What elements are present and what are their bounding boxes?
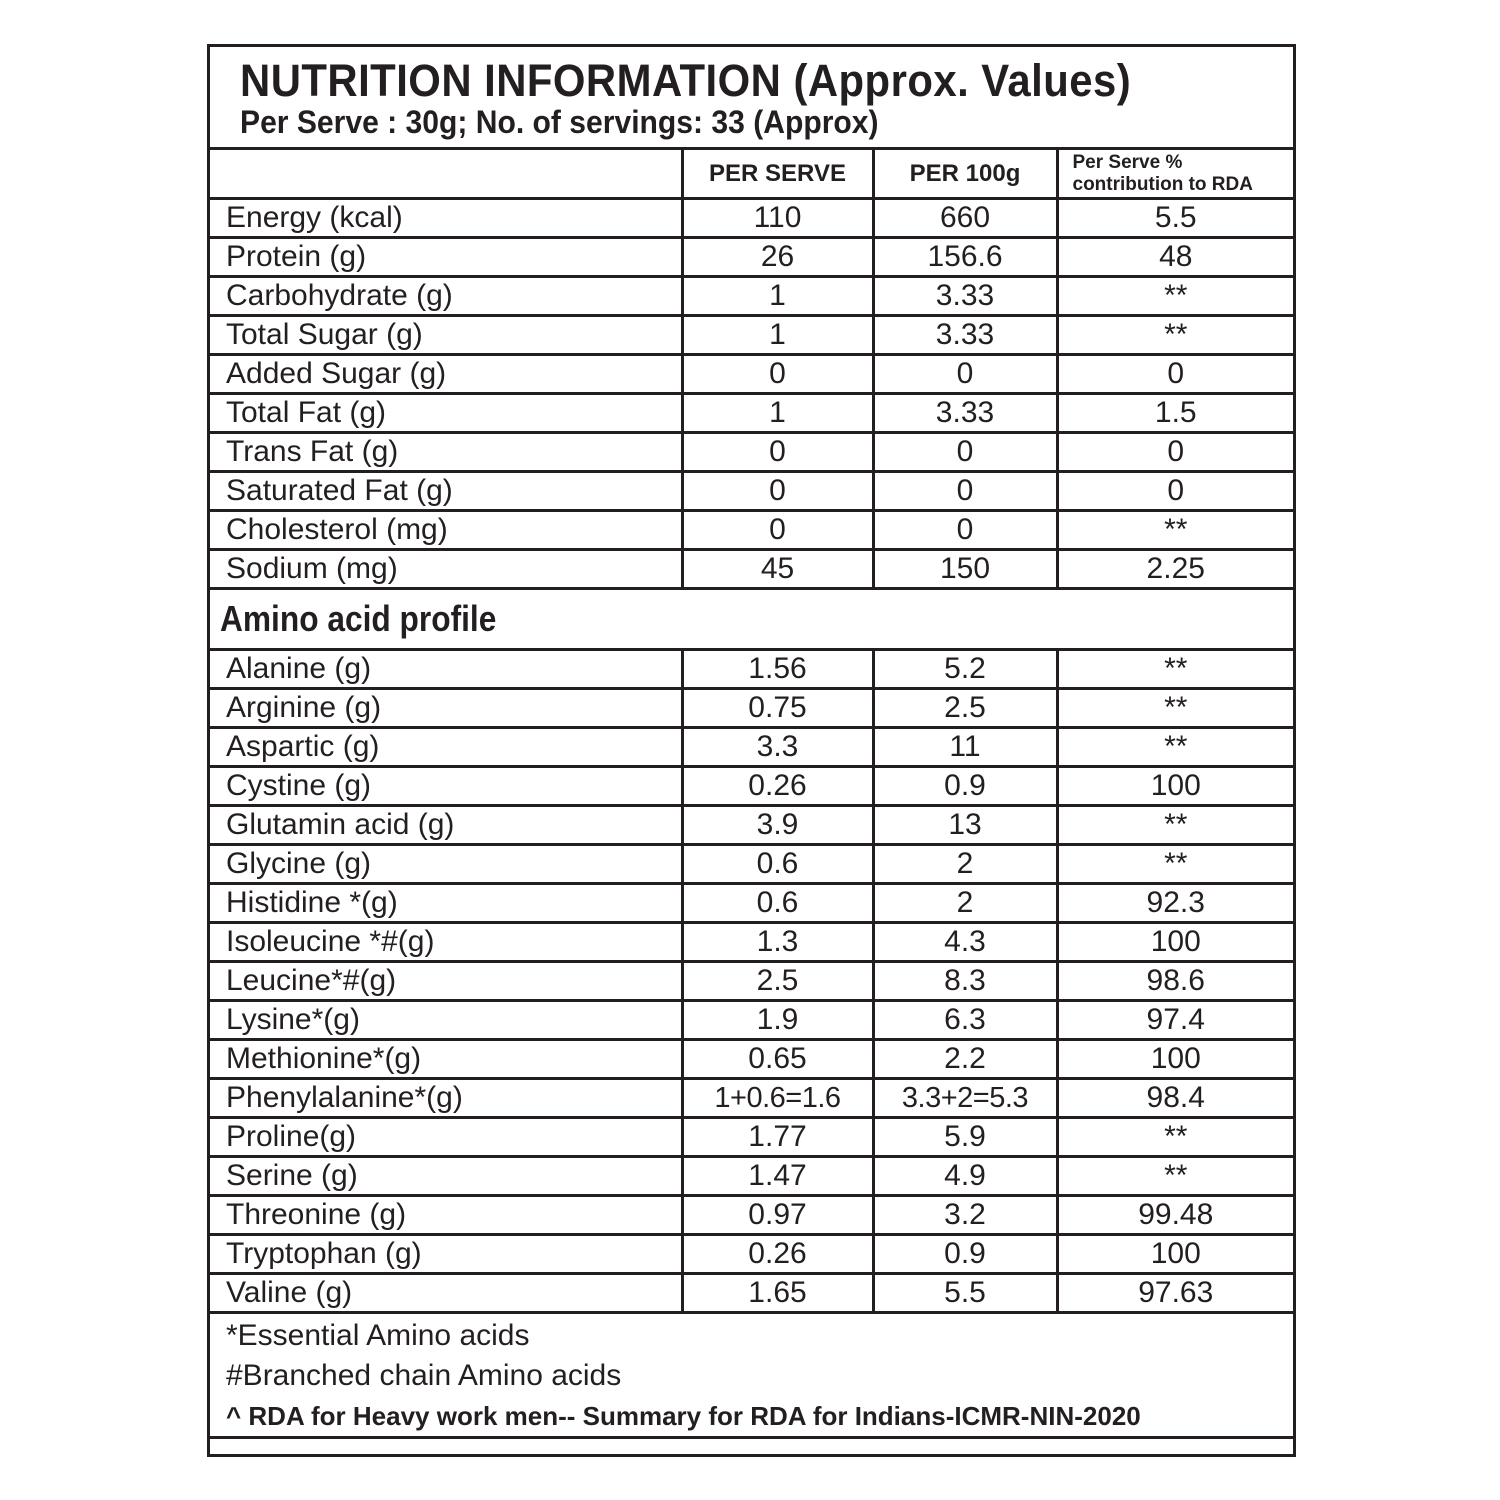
per-serve-value: 1 — [682, 277, 873, 316]
rda-value: 98.4 — [1057, 1079, 1293, 1118]
per-100g-value: 0 — [873, 472, 1057, 511]
nutrient-row — [210, 199, 1293, 238]
nutrient-row — [210, 316, 1293, 355]
rda-value: 92.3 — [1057, 884, 1293, 923]
per-serve-value: 1+0.6=1.6 — [682, 1079, 873, 1118]
per-100g-value: 0 — [873, 355, 1057, 394]
amino-acid-row — [210, 1001, 1293, 1040]
per-100g-value: 3.33 — [873, 316, 1057, 355]
nutrient-name: Sodium (mg) — [210, 550, 682, 589]
amino-acid-row — [210, 962, 1293, 1001]
amino-acid-row — [210, 728, 1293, 767]
nutrient-row — [210, 277, 1293, 316]
rda-value: 2.25 — [1057, 550, 1293, 589]
amino-acid-row — [210, 1118, 1293, 1157]
per-100g-value: 0 — [873, 511, 1057, 550]
rda-value: ** — [1057, 650, 1293, 689]
nutrient-row — [210, 511, 1293, 550]
per-100g-value: 0.9 — [873, 767, 1057, 806]
nutrient-row — [210, 472, 1293, 511]
nutrient-name: Trans Fat (g) — [210, 433, 682, 472]
rda-value: 100 — [1057, 1040, 1293, 1079]
rda-value: ** — [1057, 1157, 1293, 1196]
nutrient-name: Tryptophan (g) — [210, 1235, 682, 1274]
nutrient-name: Cystine (g) — [210, 767, 682, 806]
nutrient-name: Glutamin acid (g) — [210, 806, 682, 845]
panel-title: NUTRITION INFORMATION (Approx. Values) — [240, 55, 1132, 106]
per-100g-value: 6.3 — [873, 1001, 1057, 1040]
per-100g-value: 2.5 — [873, 689, 1057, 728]
amino-acid-row — [210, 1274, 1293, 1313]
per-serve-value: 0.26 — [682, 1235, 873, 1274]
nutrient-name: Histidine *(g) — [210, 884, 682, 923]
per-serve-value: 45 — [682, 550, 873, 589]
per-serve-value: 0.6 — [682, 845, 873, 884]
per-100g-value: 3.2 — [873, 1196, 1057, 1235]
rda-value: 97.63 — [1057, 1274, 1293, 1313]
nutrient-name: Aspartic (g) — [210, 728, 682, 767]
nutrient-name: Serine (g) — [210, 1157, 682, 1196]
footnote-rda-source: ^ RDA for Heavy work men-- Summary for RDA for Indians-ICMR-NIN-2020 — [226, 1401, 1141, 1431]
amino-acid-row — [210, 806, 1293, 845]
amino-acid-row — [210, 923, 1293, 962]
amino-acid-row — [210, 767, 1293, 806]
nutrient-name: Threonine (g) — [210, 1196, 682, 1235]
amino-acid-row — [210, 650, 1293, 689]
footnote-essential: *Essential Amino acids — [226, 1319, 530, 1352]
per-serve-value: 0 — [682, 511, 873, 550]
per-serve-value: 1 — [682, 316, 873, 355]
rda-value: 100 — [1057, 1235, 1293, 1274]
per-serve-value: 0 — [682, 355, 873, 394]
nutrient-name: Arginine (g) — [210, 689, 682, 728]
footnote-row — [210, 1313, 1293, 1438]
amino-acid-row — [210, 1196, 1293, 1235]
per-serve-value: 3.9 — [682, 806, 873, 845]
amino-acid-row — [210, 689, 1293, 728]
nutrient-name: Methionine*(g) — [210, 1040, 682, 1079]
nutrient-name: Saturated Fat (g) — [210, 472, 682, 511]
rda-value: ** — [1057, 728, 1293, 767]
per-serve-value: 1.9 — [682, 1001, 873, 1040]
nutrient-row — [210, 433, 1293, 472]
nutrient-name: Alanine (g) — [210, 650, 682, 689]
per-serve-value: 2.5 — [682, 962, 873, 1001]
per-serve-value: 0.75 — [682, 689, 873, 728]
per-serve-value: 1.56 — [682, 650, 873, 689]
amino-section-row — [210, 589, 1293, 650]
per-100g-value: 4.9 — [873, 1157, 1057, 1196]
rda-value: ** — [1057, 845, 1293, 884]
rda-value: ** — [1057, 689, 1293, 728]
per-100g-value: 0 — [873, 433, 1057, 472]
nutrient-name: Total Fat (g) — [210, 394, 682, 433]
nutrient-row — [210, 355, 1293, 394]
column-header-nutrient — [210, 150, 682, 199]
rda-value: ** — [1057, 806, 1293, 845]
per-100g-value: 156.6 — [873, 238, 1057, 277]
per-100g-value: 3.33 — [873, 394, 1057, 433]
nutrient-row — [210, 394, 1293, 433]
per-serve-value: 1.3 — [682, 923, 873, 962]
per-serve-value: 0.97 — [682, 1196, 873, 1235]
amino-section-title-text: Amino acid profile — [220, 598, 497, 639]
rda-value: 1.5 — [1057, 394, 1293, 433]
nutrient-name: Isoleucine *#(g) — [210, 923, 682, 962]
serving-info: Per Serve : 30g; No. of servings: 33 (Approx) — [240, 104, 879, 140]
per-100g-value: 3.3+2=5.3 — [873, 1079, 1057, 1118]
per-100g-value: 8.3 — [873, 962, 1057, 1001]
rda-value: ** — [1057, 277, 1293, 316]
nutrient-name: Total Sugar (g) — [210, 316, 682, 355]
nutrient-name: Glycine (g) — [210, 845, 682, 884]
amino-acid-row — [210, 845, 1293, 884]
rda-value: ** — [1057, 316, 1293, 355]
amino-acid-row — [210, 1157, 1293, 1196]
rda-value: 97.4 — [1057, 1001, 1293, 1040]
per-100g-value: 4.3 — [873, 923, 1057, 962]
column-header-per-100g: PER 100g — [873, 150, 1057, 199]
per-100g-value: 0.9 — [873, 1235, 1057, 1274]
per-serve-value: 0 — [682, 433, 873, 472]
amino-acid-row — [210, 1040, 1293, 1079]
per-100g-value: 660 — [873, 199, 1057, 238]
amino-rows — [210, 650, 1293, 1313]
amino-acid-row — [210, 1079, 1293, 1118]
rda-value: 0 — [1057, 433, 1293, 472]
rda-value: 100 — [1057, 767, 1293, 806]
rda-header-line1: Per Serve % — [1072, 151, 1183, 173]
nutrient-name: Leucine*#(g) — [210, 962, 682, 1001]
per-100g-value: 11 — [873, 728, 1057, 767]
amino-acid-row — [210, 1235, 1293, 1274]
rda-value: 48 — [1057, 238, 1293, 277]
nutrient-name: Cholesterol (mg) — [210, 511, 682, 550]
per-serve-value: 1 — [682, 394, 873, 433]
per-100g-value: 150 — [873, 550, 1057, 589]
per-100g-value: 5.5 — [873, 1274, 1057, 1313]
per-serve-value: 0.6 — [682, 884, 873, 923]
nutrient-name: Energy (kcal) — [210, 199, 682, 238]
per-100g-value: 13 — [873, 806, 1057, 845]
nutrition-panel — [207, 44, 1296, 1457]
per-100g-value: 2.2 — [873, 1040, 1057, 1079]
nutrition-table — [210, 150, 1293, 1439]
nutrient-name: Protein (g) — [210, 238, 682, 277]
nutrient-name: Phenylalanine*(g) — [210, 1079, 682, 1118]
per-100g-value: 5.9 — [873, 1118, 1057, 1157]
per-serve-value: 110 — [682, 199, 873, 238]
column-header-rda — [1057, 150, 1293, 199]
panel-header — [210, 47, 1293, 150]
amino-acid-row — [210, 884, 1293, 923]
per-serve-value: 1.47 — [682, 1157, 873, 1196]
nutrient-rows — [210, 199, 1293, 589]
nutrient-name: Lysine*(g) — [210, 1001, 682, 1040]
per-100g-value: 3.33 — [873, 277, 1057, 316]
amino-section-title — [210, 589, 1293, 650]
nutrient-row — [210, 238, 1293, 277]
rda-value: ** — [1057, 511, 1293, 550]
per-serve-value: 1.77 — [682, 1118, 873, 1157]
rda-value: ** — [1057, 1118, 1293, 1157]
rda-value: 0 — [1057, 355, 1293, 394]
per-serve-value: 0 — [682, 472, 873, 511]
rda-value: 99.48 — [1057, 1196, 1293, 1235]
per-serve-value: 0.26 — [682, 767, 873, 806]
footnotes — [210, 1313, 1293, 1438]
per-serve-value: 1.65 — [682, 1274, 873, 1313]
rda-value: 100 — [1057, 923, 1293, 962]
nutrient-row — [210, 550, 1293, 589]
per-100g-value: 2 — [873, 845, 1057, 884]
per-100g-value: 2 — [873, 884, 1057, 923]
per-serve-value: 0.65 — [682, 1040, 873, 1079]
rda-value: 0 — [1057, 472, 1293, 511]
rda-header-line2: contribution to RDA — [1072, 173, 1253, 195]
nutrient-name: Proline(g) — [210, 1118, 682, 1157]
column-header-row — [210, 150, 1293, 199]
column-header-per-serve: PER SERVE — [682, 150, 873, 199]
nutrient-name: Carbohydrate (g) — [210, 277, 682, 316]
per-serve-value: 26 — [682, 238, 873, 277]
nutrient-name: Added Sugar (g) — [210, 355, 682, 394]
nutrient-name: Valine (g) — [210, 1274, 682, 1313]
per-serve-value: 3.3 — [682, 728, 873, 767]
rda-value: 98.6 — [1057, 962, 1293, 1001]
per-100g-value: 5.2 — [873, 650, 1057, 689]
rda-value: 5.5 — [1057, 199, 1293, 238]
footnote-branched: #Branched chain Amino acids — [226, 1359, 622, 1392]
